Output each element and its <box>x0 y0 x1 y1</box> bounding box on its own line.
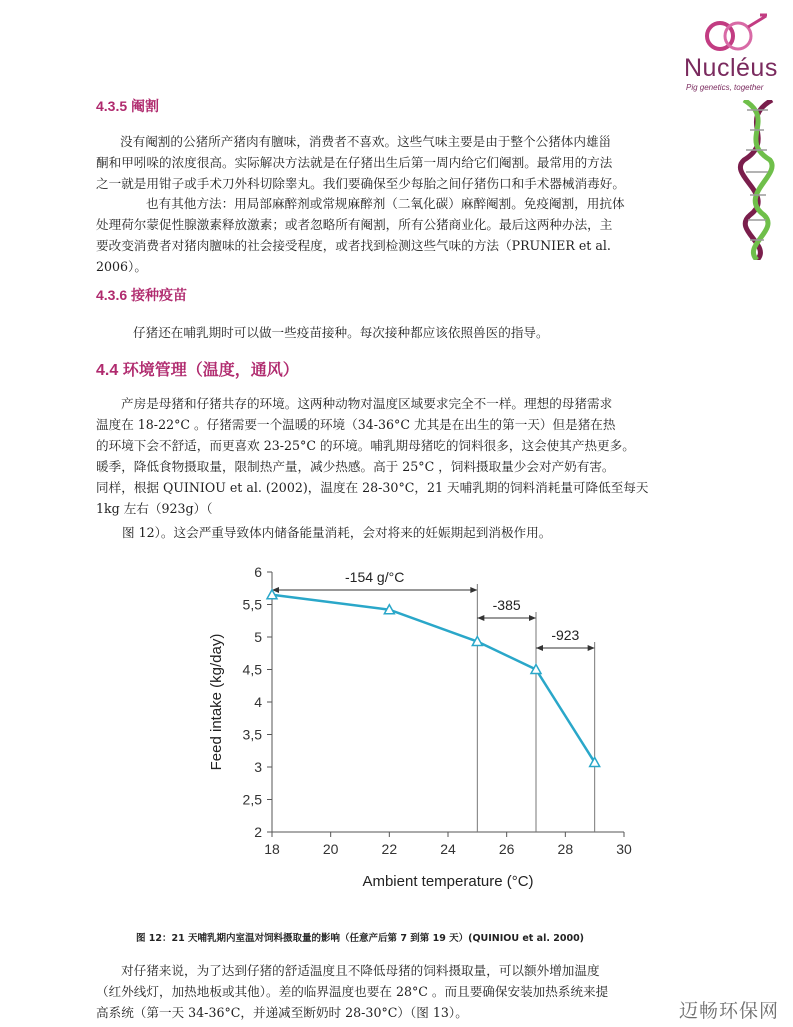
text-line: 没有阉割的公猪所产猪肉有膻味，消费者不喜欢。这些气味主要是由于整个公猪体内雄甾 <box>120 134 612 149</box>
annotation-arrowhead <box>588 645 595 651</box>
text-line: 暖季，降低食物摄取量，限制热产量，减少热感。高于 25°C ，饲料摄取量少会对产奶有害。 <box>96 459 615 474</box>
logo-name: Nucléus <box>684 54 778 82</box>
text-line: 酮和甲吲哚的浓度很高。实际解决方法就是在仔猪出生后第一周内给它们阉割。最常用的方法 <box>96 155 613 170</box>
text-line: 对仔猪来说，为了达到仔猪的舒适温度且不降低母猪的饲料摄取量，可以额外增加温度 <box>121 963 600 978</box>
text-line: 图 12）。这会严重导致体内储备能量消耗，会对将来的妊娠期起到消极作用。 <box>122 525 552 540</box>
text-line: 温度在 18-22°C 。仔猪需要一个温暖的环境（34-36°C 尤其是在出生的第一天）但是猪在热 <box>96 417 616 432</box>
x-tick-label: 30 <box>616 841 632 857</box>
y-axis-label: Feed intake (kg/day) <box>208 633 225 771</box>
text-line: 仔猪还在哺乳期时可以做一些疫苗接种。每次接种都应该依照兽医的指导。 <box>133 325 549 340</box>
y-tick-label: 5 <box>254 629 262 645</box>
section-4-3-6-paragraph <box>133 322 733 343</box>
watermark: 迈畅环保网 <box>678 1000 779 1022</box>
y-tick-label: 4,5 <box>242 661 262 678</box>
x-tick-label: 22 <box>381 841 398 857</box>
text-line: 处理荷尔蒙促性腺激素释放激素；或者忽略所有阉割，所有公猪商业化。最后这两种办法，主 <box>96 217 613 232</box>
section-heading-4-4: 4.4 环境管理（温度，通风） <box>96 362 299 379</box>
section-4-4-paragraph <box>96 393 726 519</box>
text-line: 同样，根据 QUINIOU et al. (2002)，温度在 28-30°C，21 天哺乳期的饲料消耗量可降低至每天 <box>96 480 649 495</box>
x-tick-label: 20 <box>322 841 339 857</box>
annotation-arrowhead <box>470 587 477 593</box>
text-line: 高系统（第一天 34-36°C，并递减至断奶时 28-30°C）（图 13）。 <box>96 1005 468 1020</box>
section-heading-4-3-5: 4.3.5 阉割 <box>96 98 160 114</box>
y-tick-label: 2 <box>254 824 262 840</box>
feed-intake-chart <box>190 556 650 902</box>
section-4-3-5-paragraph-1 <box>96 131 726 194</box>
figure-caption: 图 12：21 天哺乳期内室温对饲料摄取量的影响（任意产后第 7 到第 19 天）(QUINIOU et al. 2000) <box>136 933 585 944</box>
text-line: 要改变消费者对猪肉膻味的社会接受程度，或者找到检测这些气味的方法（PRUNIER et al. <box>96 238 611 253</box>
y-tick-label: 6 <box>254 564 262 580</box>
text-line: 1kg 左右（923g）（ <box>96 501 213 516</box>
y-tick-label: 5,5 <box>242 596 262 613</box>
text-line: 2006）。 <box>96 259 147 274</box>
y-tick-label: 4 <box>254 694 262 710</box>
nucleus-logo-mark <box>690 12 775 56</box>
text-line: 之一就是用钳子或手术刀外科切除睾丸。我们要确保至少每胎之间仔猪伤口和手术器械消毒好。 <box>96 176 625 191</box>
x-tick-label: 24 <box>440 841 456 857</box>
x-axis-label: Ambient temperature (°C) <box>362 873 534 890</box>
closing-paragraph <box>96 960 736 1023</box>
x-tick-label: 18 <box>264 841 280 857</box>
section-4-3-5-paragraph-2 <box>96 193 726 277</box>
y-tick-label: 3 <box>254 759 262 775</box>
x-tick-label: 26 <box>498 841 515 857</box>
annotation-arrowhead <box>536 645 543 651</box>
annotation-arrowhead <box>477 615 484 621</box>
text-line: （红外线灯，加热地板或其他）。差的临界温度也要在 28°C 。而且要确保安装加热系统来提 <box>96 984 609 999</box>
y-tick-label: 3,5 <box>242 726 262 743</box>
text-line: 也有其他方法：用局部麻醉剂或常规麻醉剂（二氧化碳）麻醉阉割。免疫阉割，用抗体 <box>146 196 625 211</box>
annotation-label: -385 <box>492 597 521 613</box>
section-heading-4-3-6: 4.3.6 接种疫苗 <box>96 287 188 303</box>
y-tick-label: 2,5 <box>242 791 262 808</box>
section-4-4-continuation <box>122 522 722 543</box>
annotation-label: -154 g/°C <box>345 569 405 585</box>
annotation-label: -923 <box>551 627 580 643</box>
logo-tagline: Pig genetics, together <box>686 83 764 92</box>
text-line: 的环境下会不舒适，而更喜欢 23-25°C 的环境。哺乳期母猪吃的饲料很多，这会使其产热更多。 <box>96 438 635 453</box>
annotation-arrowhead <box>529 615 536 621</box>
x-tick-label: 28 <box>557 841 574 857</box>
text-line: 产房是母猪和仔猪共存的环境。这两种动物对温度区域要求完全不一样。理想的母猪需求 <box>121 396 613 411</box>
series-line <box>272 595 595 763</box>
dna-helix-decoration <box>732 100 782 260</box>
